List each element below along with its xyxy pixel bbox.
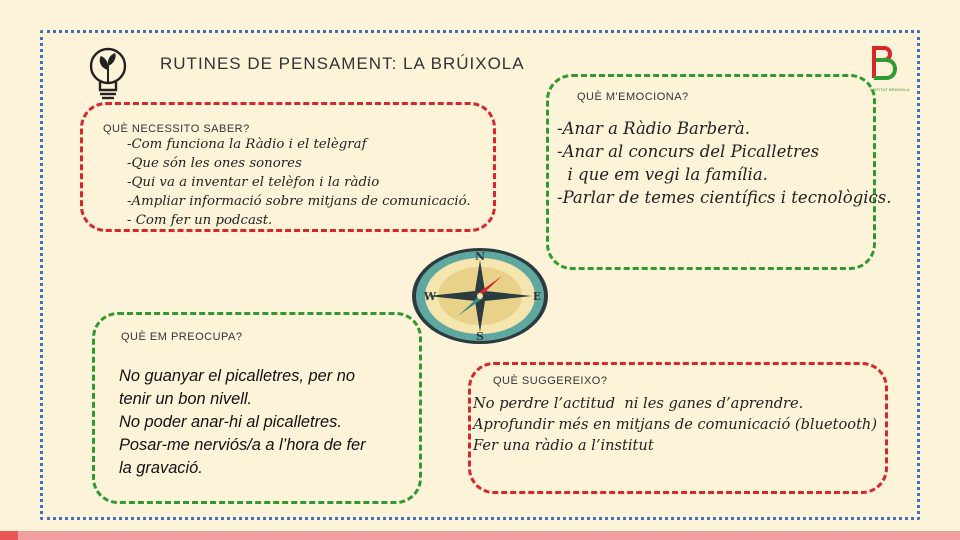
suggest-label: QUÈ SUGGEREIXO? [493,375,608,387]
worries-me-item: No guanyar el picalletres, per no [119,367,355,385]
need-to-know-item: - Com fer un podcast. [127,213,273,228]
need-to-know-item: -Com funciona la Ràdio i el telègraf [127,137,367,152]
need-to-know-label: QUÈ NECESSITO SABER? [103,123,250,135]
worries-me-item: Posar-me nerviós/a a l’hora de fer [119,436,366,454]
compass-west: W [423,290,437,303]
compass-north: N [474,250,486,263]
worries-me-item: la gravació. [119,459,203,477]
excites-me-item: -Parlar de temes científics i tecnològics. [557,188,892,207]
compass-image [410,246,550,346]
excites-me-item: i que em vegi la família. [557,165,768,184]
logo-icon [864,44,910,82]
need-to-know-item: -Ampliar informació sobre mitjans de comunicació. [127,194,471,209]
worries-me-list [119,365,366,480]
suggest-item: Fer una ràdio a l’institut [473,437,654,454]
need-to-know-list [127,135,471,230]
compass-east: E [532,290,542,303]
compass-south: S [476,330,484,343]
need-to-know-item: -Que són les ones sonores [127,156,302,171]
bottom-bar [0,531,960,540]
worries-me-box [92,312,422,504]
lightbulb-icon [86,44,130,102]
suggest-item: Aprofundir més en mitjans de comunicació (bluetooth) [473,416,878,433]
worries-me-item: No poder anar-hi al picalletres. [119,413,342,431]
excites-me-item: -Anar a Ràdio Barberà. [557,119,750,138]
logo-text: INSTITUT BRÚIXOLA [870,87,910,92]
page-title: RUTINES DE PENSAMENT: LA BRÚIXOLA [160,54,525,73]
excites-me-label: QUÈ M'EMOCIONA? [577,91,689,103]
bottom-bar-accent [0,531,18,540]
worries-me-item: tenir un bon nivell. [119,390,253,408]
suggest-item: No perdre l’actitud ni les ganes d’aprendre. [473,395,804,412]
need-to-know-item: -Qui va a inventar el telèfon i la ràdio [127,175,380,190]
need-to-know-box [80,102,496,232]
excites-me-list [557,117,892,209]
suggest-list [473,393,877,456]
excites-me-item: -Anar al concurs del Picalletres [557,142,820,161]
worries-me-label: QUÈ EM PREOCUPA? [121,331,243,343]
suggest-box [468,362,888,494]
